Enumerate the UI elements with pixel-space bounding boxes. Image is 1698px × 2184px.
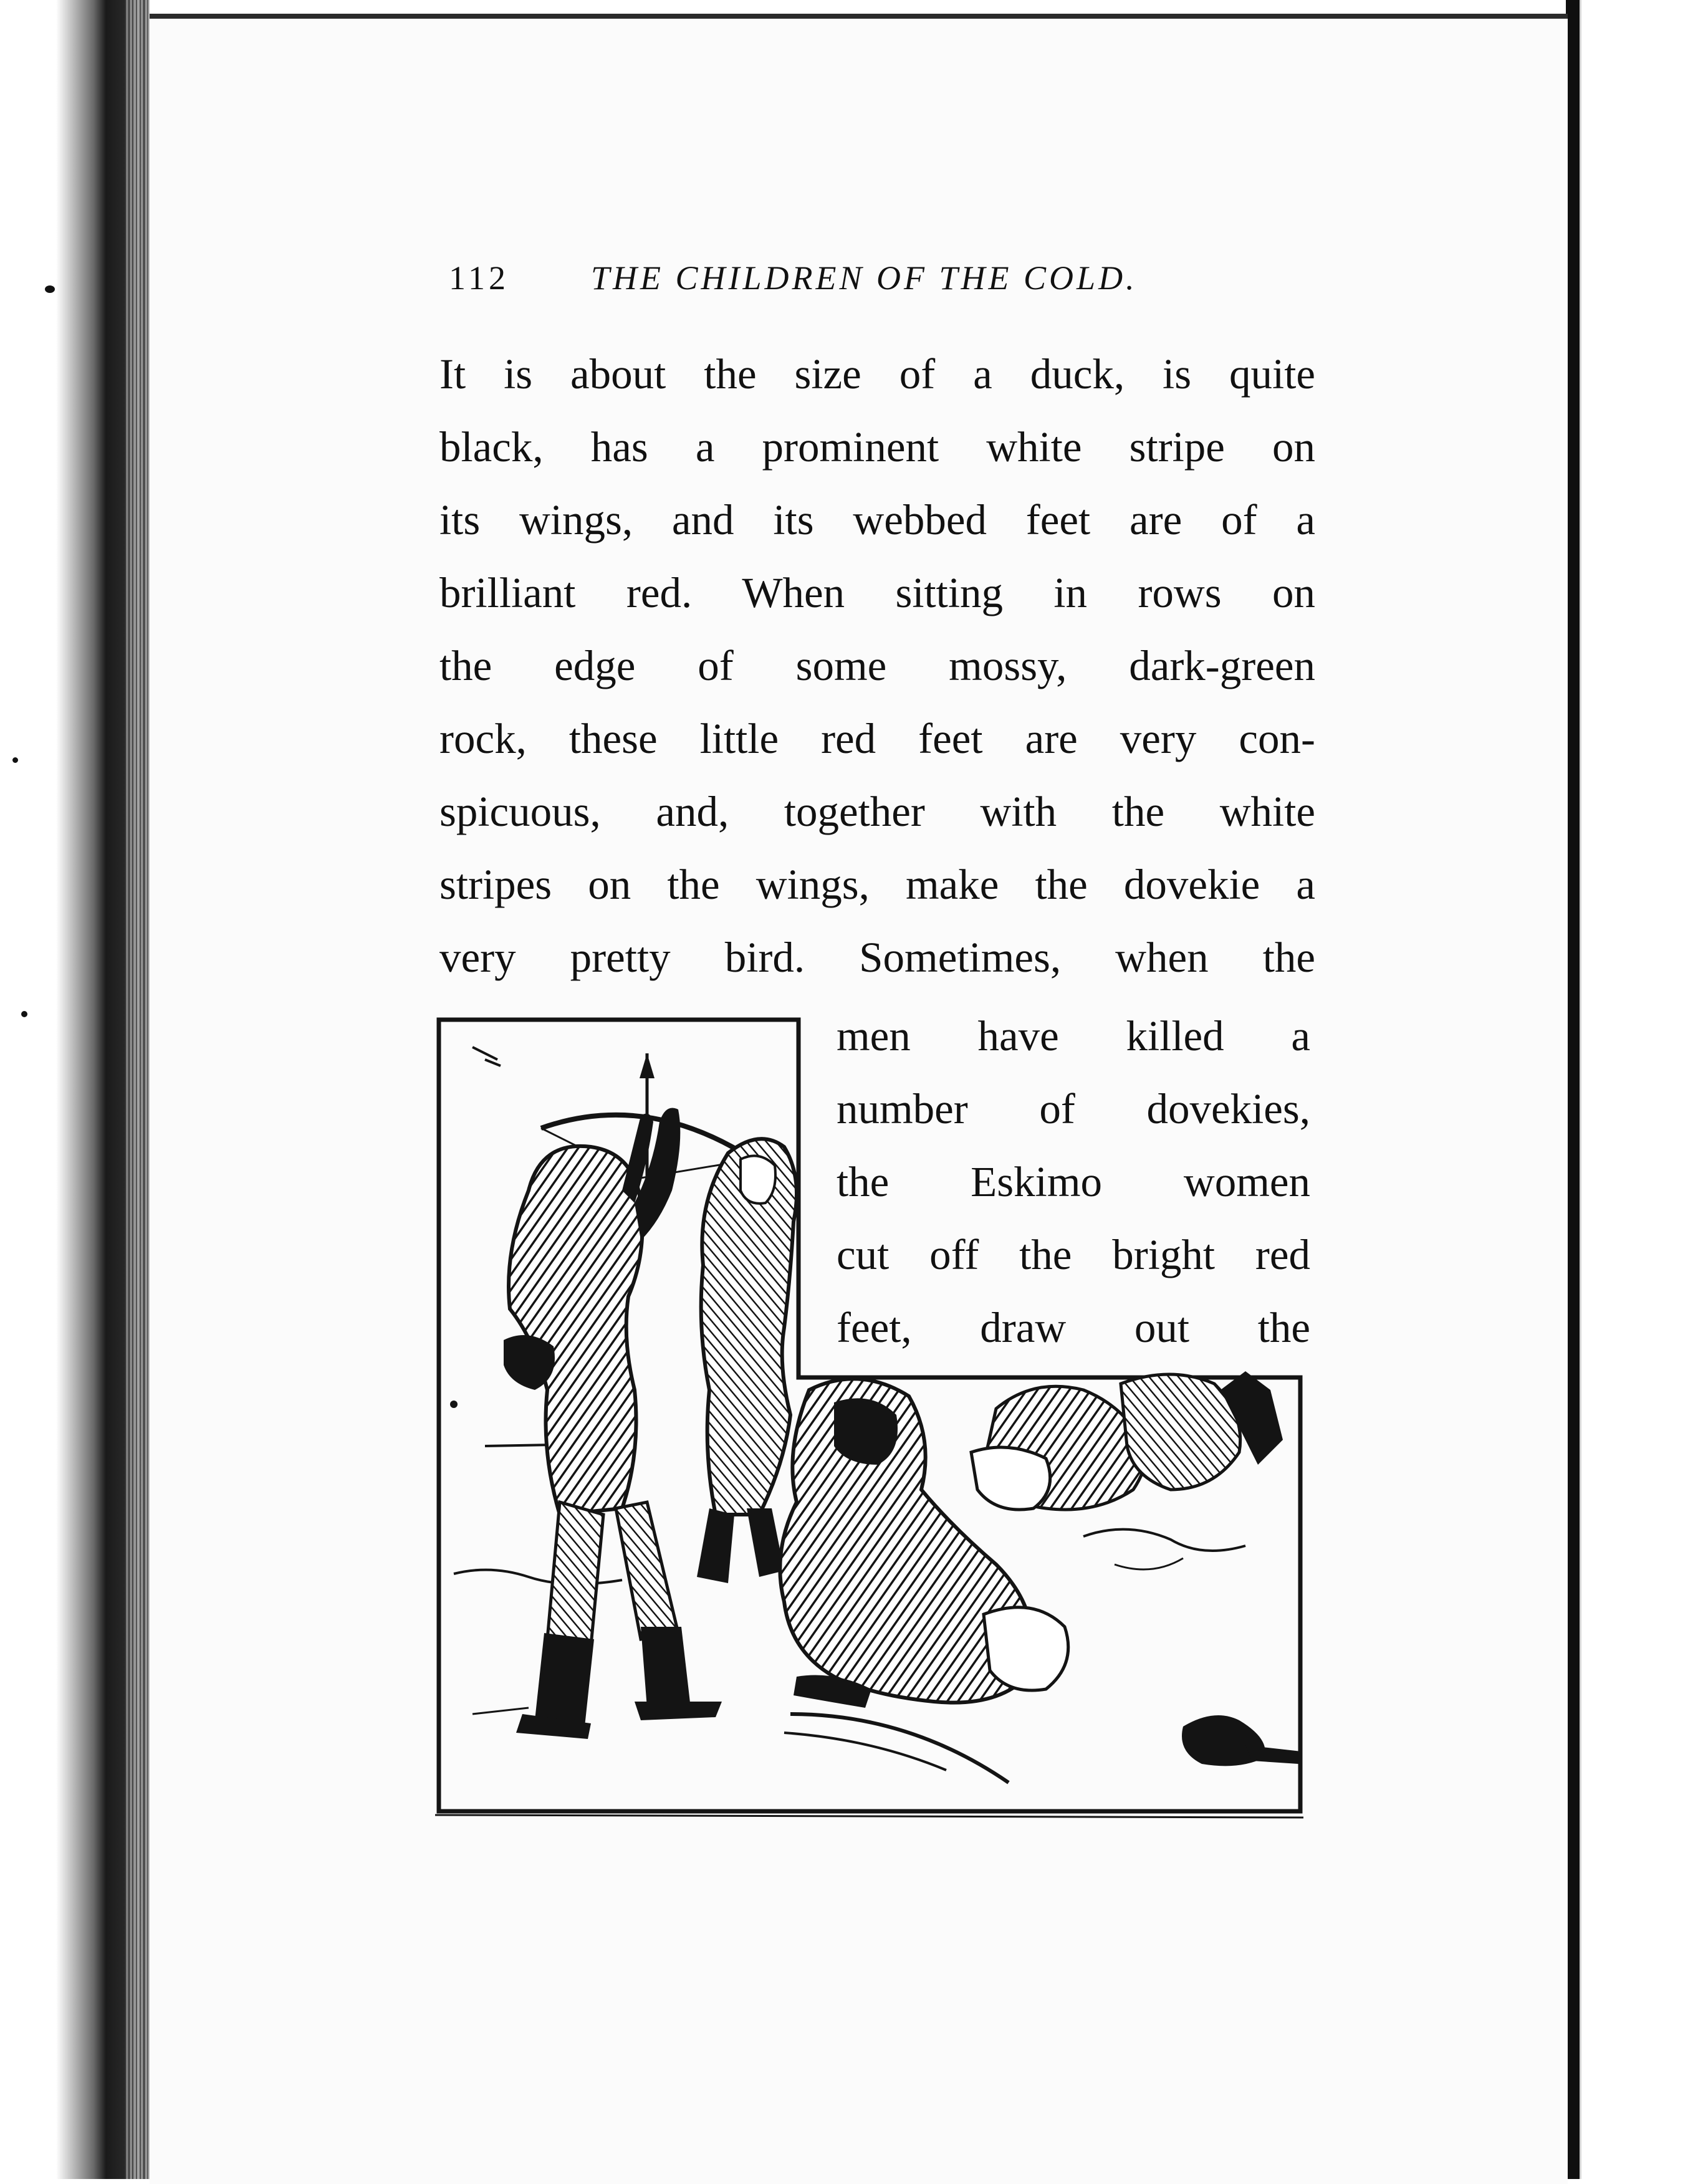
body-line: It is about the size of a duck, is quite [439,350,1315,398]
body-line: spicuous, and, together with the white [439,788,1315,835]
page-edges [125,0,150,2179]
right-page-gutter [1566,0,1580,2179]
body-line: stripes on the wings, make the dovekie a [439,861,1315,908]
scan-speck [21,1011,27,1017]
scan-speck [45,285,55,293]
body-line-wrapped: cut off the bright red [837,1231,1310,1278]
body-line-wrapped: feet, draw out the [837,1304,1310,1351]
body-line: brilliant red. When sitting in rows on [439,569,1315,616]
body-line: the edge of some mossy, dark-green [439,642,1315,689]
body-line-wrapped: men have killed a [837,1012,1310,1060]
page-number: 112 [449,259,509,297]
running-title: THE CHILDREN OF THE COLD. [591,259,1138,297]
facing-page-edge [1580,0,1698,2179]
body-line-wrapped: the Eskimo women [837,1158,1310,1205]
body-line: very pretty bird. Sometimes, when the [439,934,1315,981]
scan-speck [12,757,18,763]
body-line: black, has a prominent white stripe on [439,423,1315,471]
engraving-figure [435,1016,1305,1820]
body-line-wrapped: number of dovekies, [837,1085,1310,1133]
body-line: rock, these little red feet are very con- [439,715,1315,762]
eskimo-hunting-illustration [435,1016,1305,1820]
body-line: its wings, and its webbed feet are of a [439,496,1315,544]
